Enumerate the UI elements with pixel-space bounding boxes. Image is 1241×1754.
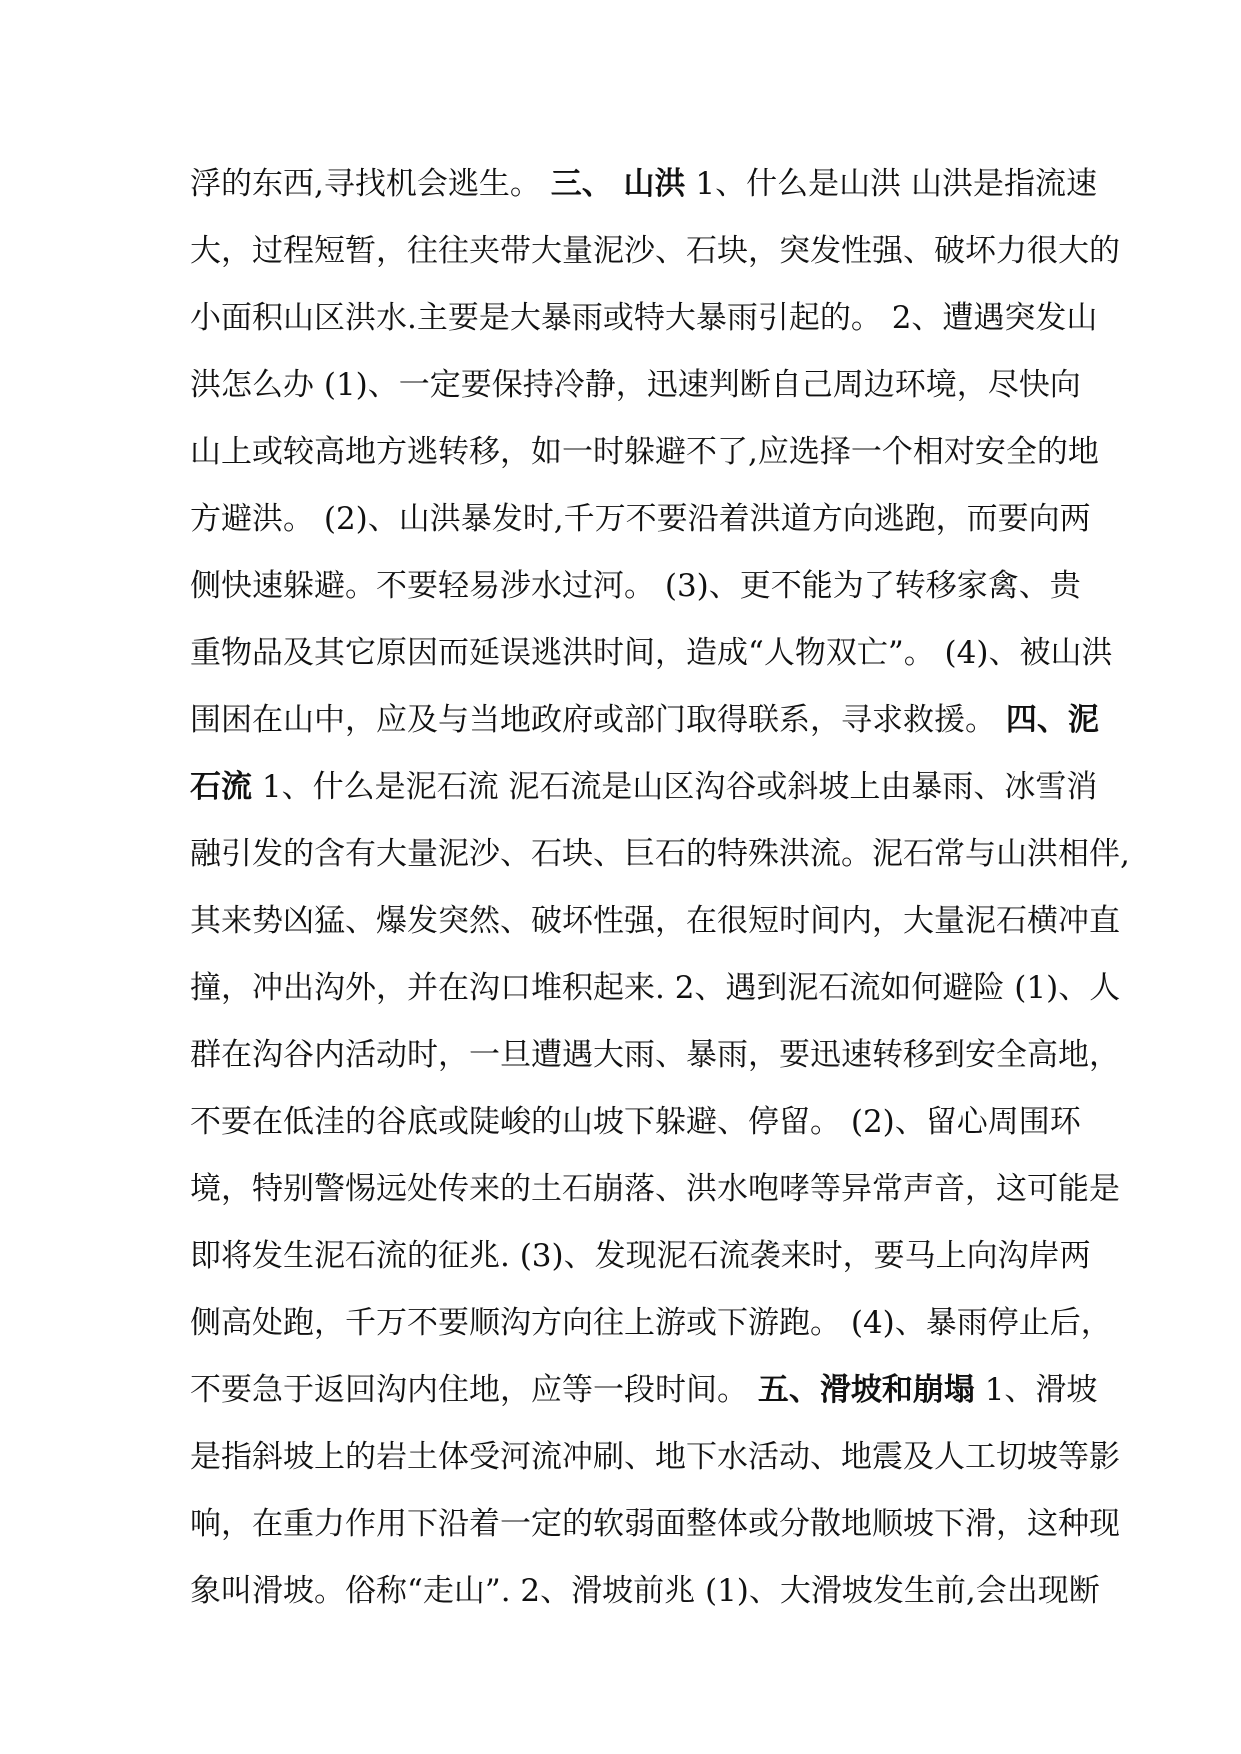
text-line — [190, 1295, 1112, 1362]
text-line — [190, 1027, 1120, 1094]
body-text: 方避洪。 (2)、山洪暴发时,千万不要沿着洪道方向逃跑，而要向两 — [190, 501, 1091, 537]
body-text: 撞，冲出沟外，并在沟口堆积起来. 2、遇到泥石流如何避险 (1)、人 — [190, 970, 1121, 1006]
text-line — [190, 357, 1081, 424]
text-line — [190, 893, 1120, 960]
body-text: 重物品及其它原因而延误逃洪时间，造成“人物双亡”。 (4)、被山洪 — [190, 635, 1113, 671]
text-line — [190, 826, 1130, 893]
text-line — [190, 759, 1098, 826]
body-text: 不要在低洼的谷底或陡峻的山坡下躲避、停留。 (2)、留心周围环 — [190, 1104, 1081, 1140]
section-heading: 五、滑坡和崩塌 — [757, 1372, 975, 1408]
body-text: 侧快速躲避。不要轻易涉水过河。 (3)、更不能为了转移家禽、贵 — [190, 568, 1081, 604]
body-text: 1、什么是山洪 山洪是指流速 — [685, 166, 1097, 202]
body-text: 山上或较高地方逃转移，如一时躲避不了,应选择一个相对安全的地 — [190, 434, 1099, 470]
text-line — [190, 1228, 1091, 1295]
text-line — [190, 156, 1097, 223]
section-heading: 石流 — [190, 769, 252, 805]
body-text: 1、什么是泥石流 泥石流是山区沟谷或斜坡上由暴雨、冰雪消 — [252, 769, 1098, 805]
section-heading: 三、 山洪 — [550, 166, 686, 202]
body-text: 是指斜坡上的岩土体受河流冲刷、地下水活动、地震及人工切坡等影 — [190, 1439, 1120, 1475]
text-line — [190, 1563, 1100, 1630]
body-text: 围困在山中，应及与当地政府或部门取得联系，寻求救援。 — [190, 702, 1006, 738]
text-line — [190, 692, 1099, 759]
body-text: 群在沟谷内活动时，一旦遭遇大雨、暴雨，要迅速转移到安全高地， — [190, 1037, 1120, 1073]
document-body — [190, 156, 1130, 1630]
body-text: 洪怎么办 (1)、一定要保持冷静，迅速判断自己周边环境，尽快向 — [190, 367, 1081, 403]
text-line — [190, 625, 1113, 692]
body-text: 即将发生泥石流的征兆. (3)、发现泥石流袭来时，要马上向沟岸两 — [190, 1238, 1091, 1274]
body-text: 小面积山区洪水.主要是大暴雨或特大暴雨引起的。 2、遭遇突发山 — [190, 300, 1098, 336]
body-text: 不要急于返回沟内住地，应等一段时间。 — [190, 1372, 758, 1408]
body-text: 侧高处跑，千万不要顺沟方向往上游或下游跑。 (4)、暴雨停止后， — [190, 1305, 1112, 1341]
text-line — [190, 1362, 1098, 1429]
text-line — [190, 1094, 1081, 1161]
text-line — [190, 223, 1120, 290]
body-text: 其来势凶猛、爆发突然、破坏性强，在很短时间内，大量泥石横冲直 — [190, 903, 1120, 939]
body-text: 浮的东西,寻找机会逃生。 — [190, 166, 551, 202]
text-line — [190, 960, 1121, 1027]
body-text: 融引发的含有大量泥沙、石块、巨石的特殊洪流。泥石常与山洪相伴, — [190, 836, 1130, 872]
text-line — [190, 290, 1098, 357]
body-text: 大，过程短暂，往往夹带大量泥沙、石块，突发性强、破坏力很大的 — [190, 233, 1120, 269]
body-text: 境，特别警惕远处传来的土石崩落、洪水咆哮等异常声音，这可能是 — [190, 1171, 1120, 1207]
body-text: 1、滑坡 — [974, 1372, 1098, 1408]
text-line — [190, 1496, 1120, 1563]
text-line — [190, 424, 1099, 491]
body-text: 象叫滑坡。俗称“走山”. 2、滑坡前兆 (1)、大滑坡发生前,会出现断 — [190, 1573, 1100, 1609]
text-line — [190, 558, 1081, 625]
section-heading: 四、泥 — [1005, 702, 1099, 738]
body-text: 响，在重力作用下沿着一定的软弱面整体或分散地顺坡下滑，这种现 — [190, 1506, 1120, 1542]
text-line — [190, 1429, 1120, 1496]
text-line — [190, 1161, 1120, 1228]
text-line — [190, 491, 1091, 558]
